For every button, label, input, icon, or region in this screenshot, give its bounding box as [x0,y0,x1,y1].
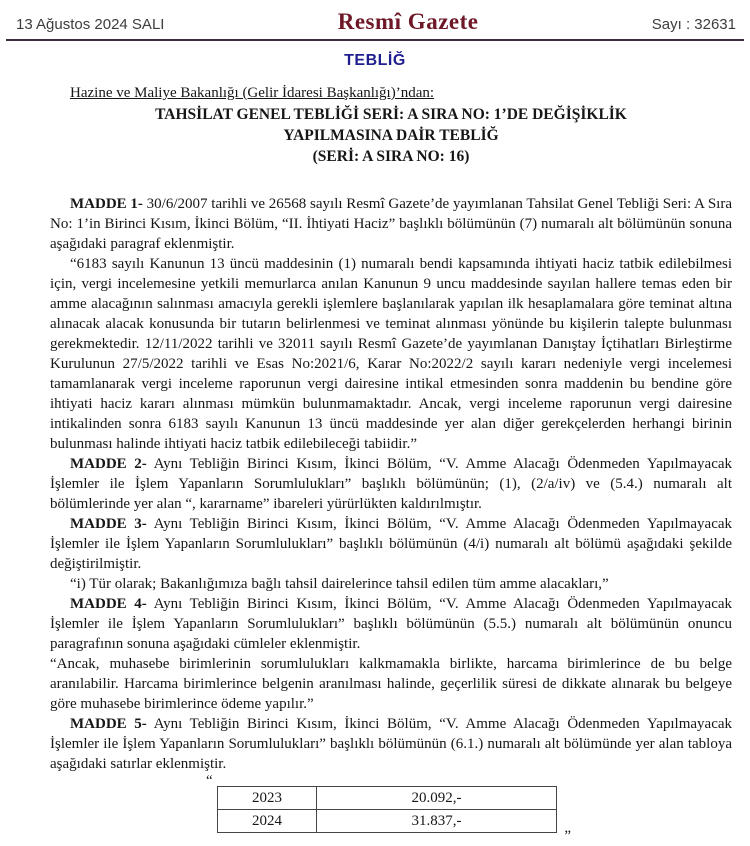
madde-3-text: Aynı Tebliğin Birinci Kısım, İkinci Bölüm, “V. Amme Alacağı Ödenmeden Yapılmayacak İşlemler ile İşlem Yapanların Sorumlulukları” başlıklı bölümünün (4/i) numaralı alt bölümü aşağıdaki şekilde değiştirilmiştir. [50,516,733,572]
madde-1-text: 30/6/2007 tarihli ve 26568 sayılı Resmî Gazete’de yayımlanan Tahsilat Genel Tebliği Seri: A Sıra No: 1’in Birinci Kısım, İkinci Bölüm, “II. İhtiyati Haciz” başlıklı bölümünün (7) numaralı alt bölümünün sonuna aşağıdaki paragraf eklenmiştir. [50,196,732,252]
issue-number: Sayı : 32631 [651,16,736,33]
issue-date: 13 Ağustos 2024 SALI [16,16,165,33]
title-line-1: TAHSİLAT GENEL TEBLİĞİ SERİ: A SIRA NO: 1’DE DEĞİŞİKLİK [155,106,627,123]
document-title [50,104,732,167]
header-divider [6,39,744,41]
table-row-2023 [218,787,557,810]
madde-2-text: Aynı Tebliğin Birinci Kısım, İkinci Bölüm, “V. Amme Alacağı Ödenmeden Yapılmayacak İşlemler ile İşlem Yapanların Sorumlulukları” başlıklı bölümünün; (1), (2/a/iv) ve (5.4.) numaralı alt bölümlerinde yer alan “, kararname” ibareleri yürürlükten kaldırılmıştır. [50,456,733,512]
quoted-insert-2-text: “i) Tür olarak; Bakanlığımıza bağlı tahsil dairelerince tahsil edilen tüm amme alacakları,” [70,576,609,592]
paragraph-quoted-insert-2 [50,574,732,594]
paragraph-madde-4 [50,594,732,654]
masthead-title: Resmî Gazete [337,9,479,34]
amount-cell: 20.092,- [317,787,557,810]
title-line-2: YAPILMASINA DAİR TEBLİĞ [283,127,499,144]
amounts-table-block [206,773,571,844]
madde-4-text: Aynı Tebliğin Birinci Kısım, İkinci Bölüm, “V. Amme Alacağı Ödenmeden Yapılmayacak İşlemler ile İşlem Yapanların Sorumlulukları” başlıklı bölümünün (5.5.) numaralı alt bölümünün onuncu paragrafının sonuna aşağıdaki cümleler eklenmiştir. [50,596,733,652]
masthead-header [0,0,750,35]
document-body [0,70,750,844]
year-cell: 2024 [218,810,317,833]
paragraph-quoted-insert-3 [50,654,732,714]
amount-cell: 31.837,- [317,810,557,833]
madde-2-label: MADDE 2- [70,456,147,472]
madde-5-label: MADDE 5- [70,716,147,732]
paragraph-madde-1 [50,194,732,254]
title-line-3: (SERİ: A SIRA NO: 16) [312,148,470,165]
section-heading: TEBLİĞ [344,52,406,69]
table-row-2024 [218,810,557,833]
amounts-table [217,786,557,833]
quoted-insert-1-text: “6183 sayılı Kanunun 13 üncü maddesinin (1) numaralı bendi kapsamında ihtiyati haciz tatbik edilebilmesi için, vergi incelemesine yetkili memurlarca anılan Kanunun 9 uncu maddesinde sayılan hallere temas eden bir amme alacağının salınması amacıyla gerekli işlemlere başlanılarak yapılan ilk hesaplamalara göre teminat altına alınacak alacak konusunda bir tutarın belirlenmesi ve teminat alınması yönünde bu kişilerin talepte bulunması gerekmektedir. 12/11/2022 tarihli ve 32011 sayılı Resmî Gazete’de yayımlanan Danıştay İçtihatları Birleştirme Kurulunun 27/5/2022 tarihli ve Esas No:2021/6, Karar No:2022/2 sayılı kararı nedeniyle vergi incelemesi tamamlanarak vergi inceleme raporunun vergi dairesine intikal etmesinden sonra maddenin bu bendine göre ihtiyati haciz kararı alınması mümkün bulunmamaktadır. Ancak, vergi inceleme raporunun vergi dairesine intikalinden sonra 6183 sayılı Kanunun 13 üncü maddesinde yer alan diğer gerekçelerden herhangi birinin bulunması halinde ihtiyati haciz tatbik edilebileceği tabiidir.” [50,256,732,452]
madde-1-label: MADDE 1- [70,196,143,212]
quoted-insert-3-text: “Ancak, muhasebe birimlerinin sorumlulukları kalkmamakla birlikte, harcama birimlerince de bu belge aranılabilir. Harcama birimlerince belgenin aranılması halinde, geçerlilik süresi de dikkate alınarak bu belgeye göre muhasebe birimlerince ödeme yapılır.” [50,656,732,712]
issuing-authority-line [50,83,732,103]
madde-3-label: MADDE 3- [70,516,147,532]
issuing-authority: Hazine ve Maliye Bakanlığı (Gelir İdaresi Başkanlığı)’ndan: [70,85,435,101]
paragraph-madde-2 [50,454,732,514]
table-open-quote: “ [206,773,213,789]
paragraph-madde-3 [50,514,732,574]
paragraph-madde-5 [50,714,732,774]
madde-4-label: MADDE 4- [70,596,147,612]
table-close-quote: ” [564,828,571,844]
paragraph-quoted-insert-1 [50,254,732,454]
madde-5-text: Aynı Tebliğin Birinci Kısım, İkinci Bölüm, “V. Amme Alacağı Ödenmeden Yapılmayacak İşlemler ile İşlem Yapanların Sorumlulukları” başlıklı bölümünün (6.1.) numaralı alt bölümünde yer alan tabloya aşağıdaki satırlar eklenmiştir. [50,716,733,772]
year-cell: 2023 [218,787,317,810]
